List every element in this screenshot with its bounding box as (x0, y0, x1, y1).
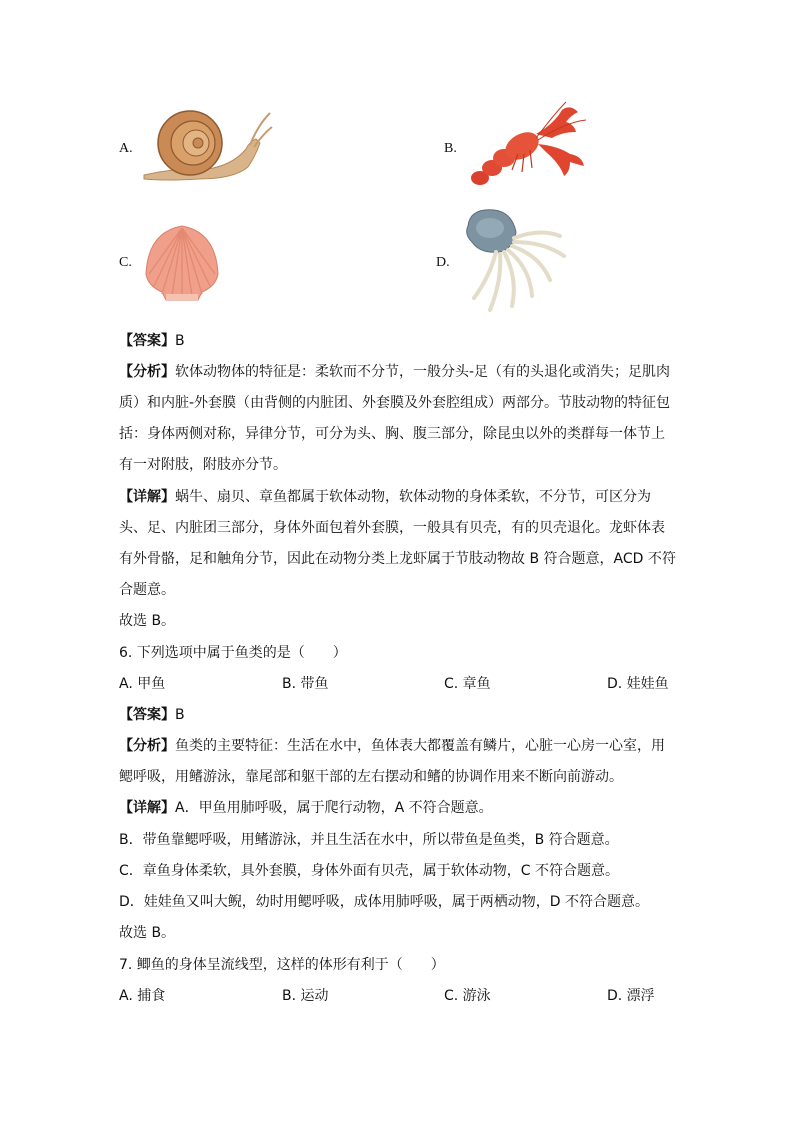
snail-image (138, 105, 273, 183)
q6-analysis-line-2: 鳃呼吸，用鳍游泳，靠尾部和躯干部的左右摆动和鳍的协调作用来不断向前游动。 (119, 769, 623, 785)
q6-conclusion: 故选 B。 (119, 925, 176, 941)
q6-choice-d[interactable]: D. 娃娃鱼 (607, 676, 669, 692)
q6-detail-line-2: B．带鱼靠鳃呼吸，用鳍游泳，并且生活在水中，所以带鱼是鱼类，B 符合题意。 (119, 832, 619, 848)
lobster-image (466, 102, 588, 190)
scallop-shell-image (142, 222, 222, 302)
option-c-letter: C. (119, 255, 132, 270)
q7-choice-a[interactable]: A. 捕食 (119, 988, 166, 1004)
q7-choice-d[interactable]: D. 漂浮 (607, 988, 655, 1004)
q5-analysis-line-1 (119, 362, 670, 382)
option-b-letter: B. (444, 141, 457, 156)
analysis-tag: 【分析】 (119, 738, 175, 754)
q5-detail-line-4: 合题意。 (119, 582, 175, 598)
q6-choice-c[interactable]: C. 章鱼 (444, 676, 491, 692)
answer-tag: 【答案】 (119, 707, 175, 723)
q6-choice-b[interactable]: B. 带鱼 (282, 676, 329, 692)
q5-detail-line-2: 头、足、内脏团三部分，身体外面包着外套膜，一般具有贝壳，有的贝壳退化。龙虾体表 (119, 520, 665, 536)
analysis-text: 鱼类的主要特征：生活在水中，鱼体表大都覆盖有鳞片，心脏一心房一心室，用 (175, 738, 665, 754)
analysis-text: 软体动物体的特征是：柔软而不分节，一般分头-足（有的头退化或消失；足肌肉 (175, 364, 671, 380)
q6-answer (119, 705, 185, 725)
q5-analysis-line-4: 有一对附肢，附肢亦分节。 (119, 457, 287, 473)
answer-value: B (175, 707, 185, 723)
q7-stem: 7. 鲫鱼的身体呈流线型，这样的体形有利于（ ） (119, 957, 445, 973)
q6-detail-line-3: C．章鱼身体柔软，具外套膜，身体外面有贝壳，属于软体动物，C 不符合题意。 (119, 863, 619, 879)
q5-detail-line-3: 有外骨骼，足和触角分节，因此在动物分类上龙虾属于节肢动物故 B 符合题意，ACD 不符 (119, 551, 676, 567)
answer-value: B (175, 333, 185, 349)
detail-tag: 【详解】 (119, 489, 175, 505)
q5-answer (119, 331, 185, 351)
q5-detail-line-1 (119, 487, 651, 507)
q6-stem: 6. 下列选项中属于鱼类的是（ ） (119, 645, 347, 661)
q5-conclusion: 故选 B。 (119, 613, 176, 629)
answer-tag: 【答案】 (119, 333, 175, 349)
q5-analysis-line-2: 质）和内脏-外套膜（由背侧的内脏团、外套膜及外套腔组成）两部分。节肢动物的特征包 (119, 395, 671, 411)
q7-choice-b[interactable]: B. 运动 (282, 988, 329, 1004)
q6-detail-line-1 (119, 798, 493, 818)
q6-choice-a[interactable]: A. 甲鱼 (119, 676, 166, 692)
detail-tag: 【详解】 (119, 800, 175, 816)
option-a-letter: A. (119, 141, 133, 156)
analysis-tag: 【分析】 (119, 364, 175, 380)
detail-text: 蜗牛、扇贝、章鱼都属于软体动物，软体动物的身体柔软，不分节，可区分为 (175, 489, 651, 505)
octopus-image (460, 206, 572, 316)
option-d-letter: D. (436, 255, 450, 270)
q6-analysis-line-1 (119, 736, 665, 756)
q7-choice-c[interactable]: C. 游泳 (444, 988, 491, 1004)
detail-text: A．甲鱼用肺呼吸，属于爬行动物，A 不符合题意。 (175, 800, 493, 816)
q5-analysis-line-3: 括：身体两侧对称，异律分节，可分为头、胸、腹三部分，除昆虫以外的类群每一体节上 (119, 426, 665, 442)
q6-detail-line-4: D．娃娃鱼又叫大鲵，幼时用鳃呼吸，成体用肺呼吸，属于两栖动物，D 不符合题意。 (119, 894, 650, 910)
